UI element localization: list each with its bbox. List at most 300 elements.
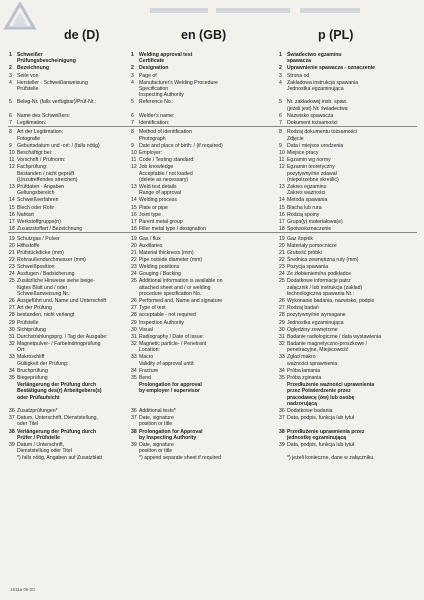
term-text: Range of approval [139, 190, 182, 197]
term-text: Validity of approval until: [139, 360, 195, 367]
glossary-row [0, 65, 424, 71]
term-text: Schweißposition [17, 264, 55, 271]
glossary-row [0, 219, 424, 225]
german-term [9, 205, 133, 211]
term-text: Badanie radiologiczne / data wystawienia [287, 333, 382, 340]
term-text: Art der Prüfung [17, 305, 52, 312]
term-text: Metoda spawania [287, 197, 328, 204]
term-text: przez Potwierdzenie przez [287, 388, 351, 395]
term-text: Prüfer / Prüfstelle [17, 434, 60, 441]
polish-term [279, 157, 419, 163]
term-text: Pozycja spawania [287, 264, 329, 271]
item-number: 31 [9, 333, 15, 340]
english-term [131, 264, 273, 270]
polish-term [279, 164, 419, 183]
term-text: Bezeichnung [17, 65, 49, 72]
item-number: 28 [279, 312, 285, 319]
term-text: Reference No.: [139, 99, 174, 106]
term-text: jednostkę egzaminującą [287, 434, 347, 441]
term-text: Przedłużenie ważności uprawnienia [287, 382, 375, 389]
term-text: Materiały pomocnicze [287, 242, 337, 249]
item-number: 19 [279, 235, 285, 242]
polish-term [279, 219, 419, 225]
glossary-row [0, 243, 424, 249]
item-number: 1 [131, 52, 134, 58]
term-text: Dodatkowe badania [287, 407, 333, 414]
term-text: Jednostka egzaminująca [287, 85, 344, 92]
term-text: position or title [139, 421, 173, 428]
glossary-row [0, 278, 424, 297]
term-text: Material thickness (mm) [139, 249, 194, 256]
item-number: 3 [9, 72, 12, 79]
term-text: Method of identification [139, 129, 192, 136]
term-text: Weld test details [139, 183, 177, 190]
term-text: Świadectwo egzaminu [287, 52, 342, 58]
term-text: Gültigkeit der Prüfung: [17, 360, 69, 367]
term-text: Średnica zewnętrzna ruty (mm) [287, 256, 359, 263]
term-text: Acceptable / not loaded [139, 170, 193, 177]
term-text: *) append separate sheet if required [139, 455, 222, 462]
item-number: 33 [279, 354, 285, 361]
item-number: 18 [131, 225, 137, 232]
glossary-row [0, 52, 424, 65]
item-number: 3 [279, 72, 282, 79]
german-term [9, 354, 133, 367]
term-text: attached sheet and / or welding [139, 284, 211, 291]
item-number: 14 [279, 197, 285, 204]
english-term [131, 278, 273, 297]
term-text: Prüfstückdicke (mm) [17, 249, 64, 256]
item-number: 21 [9, 249, 15, 256]
english-term [131, 205, 273, 211]
german-term [9, 429, 133, 442]
item-number: 22 [9, 256, 15, 263]
english-term [131, 73, 273, 79]
glossary-row [0, 415, 424, 428]
item-number: 32 [9, 340, 15, 347]
term-text: Verlängerung der Prüfung durch [17, 428, 97, 435]
term-text: oder Titel [17, 421, 39, 428]
item-number: 12 [9, 164, 15, 171]
german-term [9, 442, 133, 455]
term-text: Beleg-Nr. (falls verfügbar)/Prüf-Nr.: [17, 99, 97, 106]
english-term [131, 368, 273, 374]
term-text: Egzamin teoretyczny [287, 164, 335, 171]
term-text: Date and place of birth: / (if required) [139, 142, 223, 149]
polish-term [279, 429, 419, 442]
term-text: Type of test [139, 305, 166, 312]
item-number: 6 [279, 112, 282, 119]
glossary-row [0, 80, 424, 99]
english-term [131, 129, 273, 142]
polish-term [279, 320, 419, 326]
term-text: Jednostka egzaminująca [287, 319, 344, 326]
term-text: Prüfdaten - Angaben [17, 183, 65, 190]
term-text: Verlängerung der Prüfung durch [17, 382, 97, 389]
glossary-row [0, 264, 424, 270]
german-term [9, 197, 133, 203]
term-text: Próba łamania [287, 367, 321, 374]
glossary-row [0, 73, 424, 79]
german-term [9, 257, 133, 263]
term-text: Bestätigung des(r) Arbeitgebers(s) [17, 388, 102, 395]
term-text: technologiczna spawania Nr.: [287, 290, 354, 297]
item-number: 23 [131, 264, 137, 271]
term-text: Fotografie [17, 135, 41, 142]
item-number: 15 [279, 204, 285, 211]
glossary-row [0, 212, 424, 218]
polish-term [279, 129, 419, 142]
term-text: Performed and, Name and signature [139, 298, 223, 305]
item-number: 15 [9, 204, 15, 211]
term-text: (delete as necessary) [139, 176, 189, 183]
german-term [9, 73, 133, 79]
term-text: Blech oder Rohr [17, 204, 55, 211]
german-term [9, 129, 133, 142]
german-term [9, 236, 133, 242]
item-number: 6 [9, 112, 12, 119]
term-text: (jeżeli jest) Nr. świadectwa [287, 105, 348, 112]
english-term [131, 157, 273, 163]
polish-term [279, 52, 419, 65]
item-number: 13 [279, 183, 285, 190]
item-number: 17 [131, 218, 137, 225]
term-text: Hersteller - Schweißanweisung [17, 79, 88, 86]
term-text: oder Prüfaufsicht [17, 394, 60, 401]
term-text: Bestanden / nicht geprüft [17, 170, 75, 177]
glossary-row [0, 129, 424, 142]
german-term [9, 368, 133, 374]
term-text: Additional tests* [139, 407, 176, 414]
term-text: Sichtprüfung [17, 326, 46, 333]
term-text: Radiography / Date of issue: [139, 333, 204, 340]
english-term [131, 197, 273, 203]
glossary-row [0, 236, 424, 242]
term-text: Prüfstelle [17, 85, 39, 92]
term-text: Rodzaj dokumentu tożsamości [287, 129, 358, 136]
polish-term [279, 113, 419, 119]
glossary-row [0, 298, 424, 304]
item-number: 38 [9, 428, 15, 435]
german-term [9, 99, 133, 105]
item-number: 4 [279, 79, 282, 86]
german-term [9, 264, 133, 270]
term-text: Name des Schweißers: [17, 112, 71, 119]
english-term [131, 271, 273, 277]
column-header-english: en (GB) [181, 28, 227, 42]
item-number: 37 [131, 415, 137, 422]
section-divider [8, 126, 417, 127]
item-number: 17 [9, 218, 15, 225]
english-term [131, 327, 273, 333]
item-number: 2 [279, 65, 282, 72]
polish-term [279, 382, 419, 407]
item-number: 17 [279, 218, 285, 225]
polish-term [279, 408, 419, 414]
term-text: Prolongation for Approval [139, 428, 203, 435]
german-term [9, 164, 133, 183]
term-text: Nazwisko spawacza [287, 112, 334, 119]
polish-term [279, 271, 419, 277]
term-text: Gouging / Backing [139, 271, 182, 278]
term-text: Zgład makro [287, 354, 316, 361]
term-text: Nr. zakładowej instr. spaw. [287, 99, 348, 106]
term-text: Fracture [139, 367, 159, 374]
english-term [131, 257, 273, 263]
item-number: 10 [9, 150, 15, 156]
term-text: Oględziny zewnętrzne [287, 326, 338, 333]
item-number: 36 [279, 407, 285, 414]
term-text: Data, podpis, funkcja lub tytuł [287, 441, 355, 448]
english-term [131, 65, 273, 71]
german-term [9, 320, 133, 326]
german-term [9, 271, 133, 277]
term-text: ważności uprawnienia [287, 360, 338, 367]
polish-term [279, 298, 419, 304]
term-text: Ausfugen / Badsicherung [17, 271, 75, 278]
english-term [131, 236, 273, 242]
german-term [9, 250, 133, 256]
term-text: Ort: [17, 347, 26, 354]
term-text: nadzorującą [287, 400, 317, 407]
header-band [150, 8, 370, 17]
item-number: 31 [131, 333, 137, 340]
term-text: Manufacturer's Welding Procedure [139, 79, 218, 86]
german-term [9, 143, 133, 149]
polish-term [279, 312, 419, 318]
item-number: 37 [9, 415, 15, 422]
term-text: Plate or pipe [139, 204, 168, 211]
english-term [131, 455, 273, 461]
term-text: Rohraußendurchmesser (mm) [17, 256, 86, 263]
column-header-polish: p (PL) [318, 28, 354, 42]
item-number: 27 [9, 305, 15, 312]
item-number: 24 [9, 271, 15, 278]
term-text: Data i miejsce urodzenia [287, 142, 344, 149]
term-text: penetracyjne, Miejscowość [287, 347, 349, 354]
term-text: Magnetpulver- / Farbeindringprüfung [17, 340, 101, 347]
term-text: Gas / flux [139, 235, 161, 242]
term-text: position or title [139, 448, 173, 455]
german-term [9, 184, 133, 197]
term-text: Zusätzliche Hinweise siehe beige- [17, 278, 95, 285]
german-term [9, 212, 133, 218]
term-text: Uprawnienie spawacza - oznaczenie [287, 65, 375, 72]
english-term [131, 243, 273, 249]
item-number: 1 [9, 52, 12, 58]
column-header-german: de (D) [64, 28, 100, 42]
term-text: Seite von [17, 72, 39, 79]
german-term [9, 334, 133, 340]
english-term [131, 113, 273, 119]
item-number: 6 [131, 112, 134, 119]
item-number: 9 [9, 142, 12, 149]
glossary-row [0, 164, 424, 183]
item-number: 25 [131, 278, 137, 285]
term-text: Wykonanie badania, nazwisko, podpis [287, 298, 375, 305]
polish-term [279, 354, 419, 367]
glossary-row [0, 150, 424, 156]
glossary-row [0, 143, 424, 149]
term-text: Zakładowa instrukcja spawania [287, 79, 359, 86]
term-text: Zakres egzaminu [287, 183, 327, 190]
term-text: Welding positions [139, 264, 180, 271]
item-number: 18 [279, 225, 285, 232]
polish-term [279, 205, 419, 211]
item-number: 36 [9, 407, 15, 414]
polish-term [279, 327, 419, 333]
term-text: (Unzutreffendes streichen) [17, 176, 78, 183]
item-number: 30 [279, 326, 285, 333]
polish-term [279, 73, 419, 79]
item-number: 14 [9, 197, 15, 204]
item-number: 3 [131, 72, 134, 79]
term-text: Vorschrift / Prüfnorm: [17, 157, 66, 164]
item-number: 15 [131, 204, 137, 211]
item-number: 22 [131, 256, 137, 263]
term-text: Date, signature [139, 415, 174, 422]
term-text: (niepotrzebne skreślić) [287, 176, 339, 183]
english-term [131, 334, 273, 340]
item-number: 35 [131, 374, 137, 381]
item-number: 5 [131, 99, 134, 106]
german-term [9, 382, 133, 401]
term-text: Werkstoffgruppe(n) [17, 218, 61, 225]
item-number: 16 [9, 211, 15, 218]
polish-term [279, 264, 419, 270]
item-number: 11 [279, 157, 285, 164]
english-term [131, 99, 273, 105]
english-term [131, 320, 273, 326]
item-number: 29 [9, 319, 15, 326]
english-term [131, 298, 273, 304]
term-text: Schweißanweisung Nr.: [17, 290, 71, 297]
german-term [9, 327, 133, 333]
german-term [9, 278, 133, 297]
term-text: Filler metal type / designation [139, 225, 206, 232]
term-text: Zdjęcie [287, 135, 304, 142]
german-term [9, 113, 133, 119]
glossary-row [0, 250, 424, 256]
term-text: Datum, Unterschrift, Dienststellung, [17, 415, 98, 422]
item-number: 39 [279, 441, 285, 448]
polish-term [279, 305, 419, 311]
term-text: Welder's name: [139, 112, 175, 119]
item-number: 1 [279, 52, 282, 58]
english-term [131, 408, 273, 414]
term-text: Rodzaj spoiny [287, 211, 320, 218]
item-number: 7 [9, 119, 12, 126]
item-number: 34 [131, 367, 137, 374]
item-number: 13 [9, 183, 15, 190]
term-text: spawacza [287, 58, 312, 65]
term-text: Zakres ważności [287, 190, 326, 197]
term-text: bestanden, nicht verlangt [17, 312, 75, 319]
term-text: pracodawcę (ów) lub osobę [287, 394, 355, 401]
term-text: załącznik / lub instrukcja (zakład) [287, 284, 363, 291]
german-term [9, 157, 133, 163]
item-number: 5 [279, 99, 282, 106]
term-text: Grubość próbki [287, 249, 322, 256]
item-number: 34 [9, 367, 15, 374]
polish-term [279, 278, 419, 297]
english-term [131, 341, 273, 354]
term-text: Data, podpis, funkcja lub tytuł [287, 415, 355, 422]
term-text: Spoiwo/oznaczenie [287, 225, 332, 232]
term-text: Dodatkowe informacje patrz [287, 278, 351, 285]
english-term [131, 415, 273, 428]
term-text: pozytywny/nie zdawał [287, 170, 337, 177]
glossary-row [0, 184, 424, 197]
term-text: Datum / Unterschrift, [17, 441, 65, 448]
polish-term [279, 143, 419, 149]
polish-term [279, 375, 419, 381]
polish-term [279, 341, 419, 354]
english-term [131, 52, 273, 65]
page-header [0, 0, 424, 30]
item-number: 25 [279, 278, 285, 285]
item-number: 7 [279, 119, 282, 126]
term-text: Auxiliaries [139, 242, 163, 249]
glossary-row [0, 429, 424, 442]
term-text: Dienststellung oder Titel [17, 448, 72, 455]
glossary-row [0, 157, 424, 163]
item-number: 27 [279, 305, 285, 312]
term-text: Designation [139, 65, 169, 72]
term-text: by employer / supervisor [139, 388, 200, 395]
glossary-row [0, 305, 424, 311]
polish-term [279, 150, 419, 156]
item-number: 8 [279, 129, 282, 136]
glossary-row [0, 354, 424, 367]
glossary-row [0, 408, 424, 414]
term-text: Rodzaj badań [287, 305, 319, 312]
english-term [131, 143, 273, 149]
english-term [131, 442, 273, 455]
term-text: pozytywny/nie wymagane [287, 312, 346, 319]
item-number: 9 [131, 142, 134, 149]
term-text: Geburtsdatum und -ort: / (falls nötig) [17, 142, 100, 149]
term-text: Identification: [139, 119, 170, 126]
item-number: 20 [9, 242, 15, 249]
item-number: 28 [9, 312, 15, 319]
glossary-row [0, 375, 424, 381]
item-number: 30 [131, 326, 137, 333]
glossary-row [0, 382, 424, 407]
term-text: Job knowledge [139, 164, 174, 171]
term-text: Schweißer [17, 52, 43, 58]
item-number: 36 [131, 407, 137, 414]
item-number: 7 [131, 119, 134, 126]
term-text: Welding process [139, 197, 177, 204]
term-text: Strona od [287, 72, 310, 79]
english-term [131, 184, 273, 197]
item-number: 5 [9, 99, 12, 106]
term-text: fügtes Blatt und / oder [17, 284, 68, 291]
term-text: Art der Legitimation: [17, 129, 64, 136]
document-code: 1511a 06.00 [10, 587, 35, 592]
item-number: 13 [131, 183, 137, 190]
section-divider [8, 232, 417, 233]
item-number: 10 [131, 150, 137, 156]
item-number: 26 [279, 298, 285, 305]
item-number: 2 [131, 65, 134, 72]
item-number: 31 [279, 333, 285, 340]
term-text: Code / Testing standard: [139, 157, 195, 164]
polish-term [279, 250, 419, 256]
term-text: Inspecting Authority [139, 92, 184, 99]
english-term [131, 312, 273, 318]
